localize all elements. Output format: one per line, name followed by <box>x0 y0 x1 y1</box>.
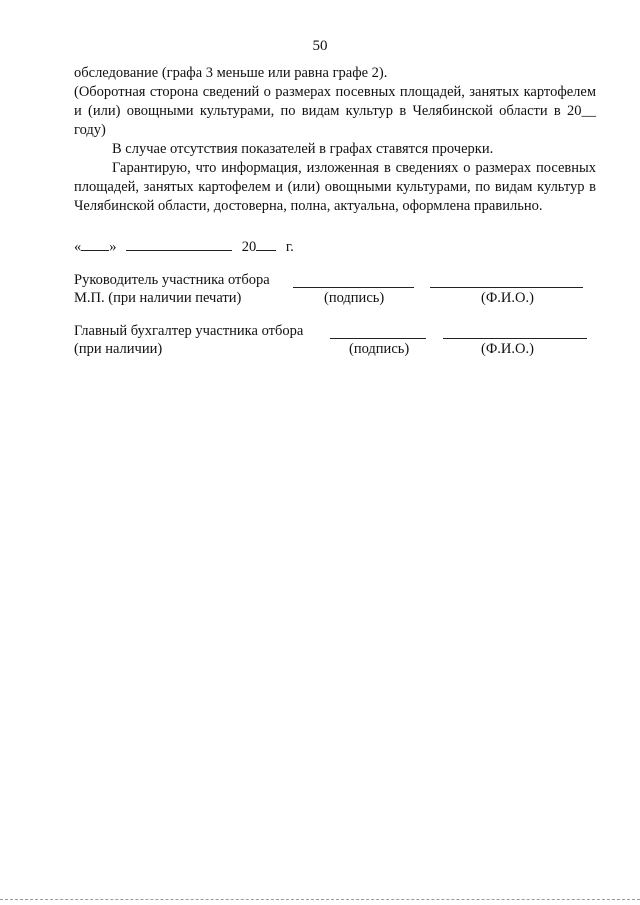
close-quote: » <box>109 239 117 255</box>
paragraph-continuation: обследование (графа 3 меньше или равна графе 2). <box>74 65 388 81</box>
document-body <box>74 64 596 216</box>
year-suffix: г. <box>285 239 294 255</box>
head-name-line <box>430 287 583 288</box>
open-quote: « <box>74 239 82 255</box>
day-blank <box>81 236 109 251</box>
accountant-name-caption: (Ф.И.О.) <box>481 341 534 357</box>
stamp-note: М.П. (при наличии печати) <box>74 290 242 306</box>
year-blank <box>256 236 276 251</box>
date-line <box>74 236 294 256</box>
scan-edge-line <box>0 899 640 900</box>
head-name-caption: (Ф.И.О.) <box>481 290 534 306</box>
page-number: 50 <box>312 38 328 54</box>
accountant-signature-line <box>330 338 426 339</box>
head-signature-caption: (подпись) <box>324 290 385 306</box>
head-title: Руководитель участника отбора <box>74 272 270 288</box>
paragraph-guarantee: Гарантирую, что информация, изложенная в сведениях о размерах посевных площадей, занятых картофелем и (или) овощными культурами, по видам культур в Челябинской области, достоверна, полна, актуальна, оформлена правильно. <box>74 160 596 214</box>
accountant-signature-caption: (подпись) <box>349 341 410 357</box>
accountant-title: Главный бухгалтер участника отбора <box>74 323 304 339</box>
head-signature-line <box>293 287 414 288</box>
accountant-name-line <box>443 338 587 339</box>
accountant-note: (при наличии) <box>74 341 163 357</box>
paragraph-reverse-side-note: (Оборотная сторона сведений о размерах посевных площадей, занятых картофелем и (или) овощными культурами, по видам культур в Челябинской области в 20__ году) <box>74 84 596 138</box>
year-prefix: 20 <box>241 239 257 255</box>
month-blank <box>126 236 232 251</box>
paragraph-dashes-note: В случае отсутствия показателей в графах ставятся прочерки. <box>112 141 494 157</box>
